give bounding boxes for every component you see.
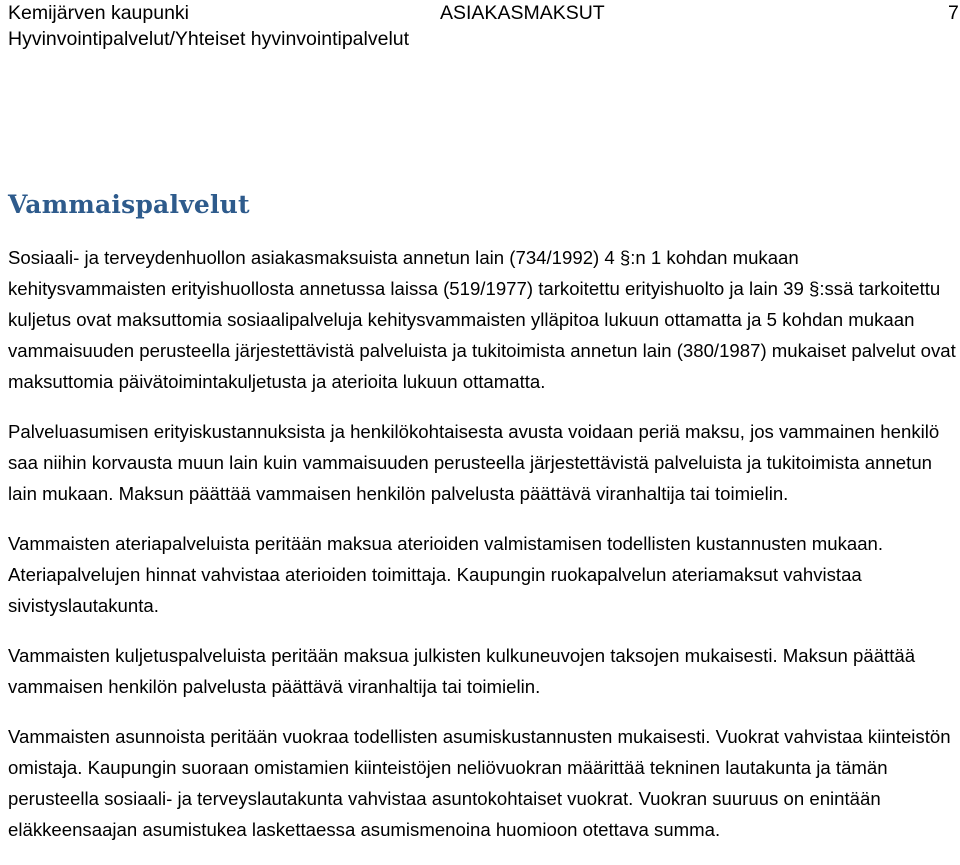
document-title: ASIAKASMAKSUT <box>440 2 605 24</box>
department-name: Hyvinvointipalvelut/Yhteiset hyvinvointipalvelut <box>8 28 410 50</box>
paragraph-legal-basis: Sosiaali- ja terveydenhuollon asiakasmaksuista annetun lain (734/1992) 4 §:n 1 kohdan mukaan kehitysvammaisten erityishuollosta annetussa laissa (519/1977) tarkoitettu erityishuolto ja lain 39 §:ssä tarkoitettu kuljetus ovat maksuttomia sosiaalipalveluja kehitysvammaisten ylläpitoa lukuun ottamatta ja 5 kohdan mukaan vammaisuuden perusteella järjestettävistä palveluista ja tukitoimista annetun lain (380/1987) mukaiset palvelut ovat maksuttomia päivätoimintakuljetusta ja aterioita lukuun ottamatta. <box>8 247 956 392</box>
organization-name: Kemijärven kaupunki <box>8 2 190 24</box>
paragraph-transport-services: Vammaisten kuljetuspalveluista peritään maksua julkisten kulkuneuvojen taksojen mukaisesti. Maksun päättää vammaisen henkilön palvelusta päättävä viranhaltija tai toimielin. <box>8 645 916 697</box>
page-number: 7 <box>948 2 959 24</box>
paragraph-meal-services: Vammaisten ateriapalveluista peritään maksua aterioiden valmistamisen todellisten kustannusten mukaan. Ateriapalvelujen hinnat vahvistaa aterioiden toimittaja. Kaupungin ruokapalvelun ateriamaksut vahvistaa sivistyslautakunta. <box>8 533 884 616</box>
section-heading: Vammaispalvelut <box>8 190 250 219</box>
header-row-bottom <box>8 26 958 52</box>
paragraph-housing-rent: Vammaisten asunnoista peritään vuokraa todellisten asumiskustannusten mukaisesti. Vuokrat vahvistaa kiinteistön omistaja. Kaupungin suoraan omistamien kiinteistöjen neliövuokran määrittää tekninen lautakunta ja tämän perusteella sosiaali- ja terveyslautakunta vahvistaa asuntokohtaiset vuokrat. Vuokran suuruus on enintään eläkkeensaajan asumistukea laskettaessa asumismenoina huomioon otettava summa. <box>8 726 951 840</box>
paragraph-service-housing: Palveluasumisen erityiskustannuksista ja henkilökohtaisesta avusta voidaan periä maksu, jos vammainen henkilö saa niihin korvausta muun lain kuin vammaisuuden perusteella järjestettävistä palveluista ja tukitoimista annetun lain mukaan. Maksun päättää vammaisen henkilön palvelusta päättävä viranhaltija tai toimielin. <box>8 421 940 504</box>
page-header <box>8 0 958 52</box>
section-body <box>8 242 956 864</box>
header-row-top <box>8 0 958 26</box>
